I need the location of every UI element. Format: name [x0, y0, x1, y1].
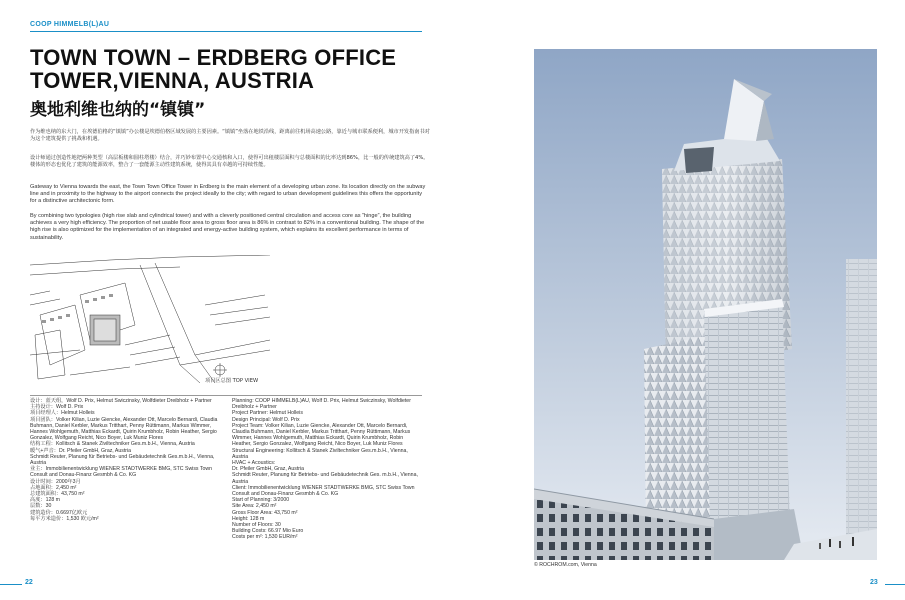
info-cn-row: 层数：30 — [30, 503, 52, 510]
info-cn-row: 设计时间：2000年3月 — [30, 478, 81, 485]
info-cn-row: 暖气+声音：Dr. Pfeiler GmbH, Graz, Austria — [30, 447, 132, 454]
info-en-row: Dr. Pfeiler GmbH, Graz, Austria — [232, 466, 305, 473]
info-en-row: Height: 128 m — [232, 515, 265, 522]
page-number-right: 23 — [870, 579, 878, 586]
info-en-row: Design Principal: Wolf D. Prix — [232, 416, 300, 423]
info-cn-row: Schmidt Reuter, Planung für Betriebs- und Gebäudetechnik Ges.m.b.H., Vienna, Austria — [30, 453, 215, 467]
info-cn-row: 建筑造价：0.6697亿欧元 — [30, 509, 88, 516]
info-en-row: Costs per m²: 1,530 EUR/m² — [232, 534, 298, 541]
page-header: COOP HIMMELB(L)AU — [30, 21, 110, 28]
info-cn-row: 总建筑面积：43,750 m² — [30, 491, 85, 498]
info-cn-row: 项目团队：Volker Kilian, Luzie Giencke, Alexander Ott, Marcelo Bernardi, Claudia Buhmann, Daniel Kerbler, Markus Tritthart, Penny Rüttimann, Markus Wimmer, Hannes Wohlgemuth, Matthias Eckardt, Quirin Krumbholz, Robin Heather, Sergio Gonzalez, Wolfgang Reicht, Nico Boyer, Luk Muniz Flores — [30, 416, 218, 442]
info-en-row: Number of Floors: 30 — [232, 522, 281, 529]
tower-photo — [534, 49, 877, 560]
info-cn-row: 设计：蓝天组，Wolf D. Prix, Helmut Swiczinsky, Wolfdieter Dreibholz + Partner — [30, 398, 212, 404]
intro-en-1: Gateway to Vienna towards the east, the Town Town Office Tower in Erdberg is the main element of a developing urban zone. Its location directly on the subway line and in proximity to the highway to the airport connects the project ideally to the city; with regard to urban development guidelines this offers the opportunity for a distinctive architectonic form. — [30, 184, 426, 205]
info-cn-row: 主持设计：Wolf D. Prix — [30, 404, 84, 411]
left-page — [0, 0, 452, 600]
info-en-row: Gross Floor Area: 43,750 m² — [232, 509, 298, 516]
info-cn-row: 占地面积：2,450 m² — [30, 484, 77, 491]
info-en-row: Schmidt Reuter, Planung für Betriebs- und Gebäudetechnik Ges. m.b.H., Vienna, Austria — [232, 472, 418, 485]
info-en-row: HVAC + Acoustics: — [232, 460, 276, 467]
info-cn-row: 项目经理人：Helmut Holleis — [30, 410, 95, 417]
info-en-row: Structural Engineering: Kollitsch & Stanek Ziviltechniker Ges.m.b.H., Vienna, Austria — [232, 447, 408, 460]
plan-caption: 项目区总图 TOP VIEW — [205, 378, 259, 384]
info-en-row: Start of Planning: 3/2000 — [232, 497, 290, 504]
site-plan-drawing — [30, 255, 270, 383]
info-cn-row: 高度：128 m — [30, 497, 60, 504]
info-cn-row: 每平方米造价：1,530 欧元/m² — [30, 515, 99, 522]
intro-cn-2: 设计师通过创造性地把两种类型（高层板楼和圆柱塔楼）结合，并巧妙布置中心交通核和入口，使得可出租楼层面积与总楼面积的比率达到86%，比一般的传统建筑高了4%。楼体的形态也优化了建筑的能源效率，整合了一套能源主动性建筑系统，使得其具有卓越的可持续性能。 — [30, 155, 429, 169]
info-en-row: Planning: COOP HIMMELB(L)AU, Wolf D. Prix, Helmut Swiczinsky, Wolfdieter Dreibholz + Partner — [232, 398, 411, 411]
photo-credit: © ROCHROM.com, Vienna — [534, 562, 597, 568]
info-en-row: Project Team: Volker Kilian, Luzie Giencke, Alexander Ott, Marcelo Bernardi, Claudia Buhmann, Daniel Kerbler, Markus Tritthart, Penny Rüttimann, Markus Wimmer, Hannes Wohlgemuth, Matthias Eckardt, Quirin Krumbholz, Robin Heather, Sergio Gonzalez, Wolfgang Reicht, Nico Boyer, Luk Muniz Flores — [232, 422, 411, 448]
page-title-cn: 奥地利维也纳的“镇镇” — [30, 100, 206, 120]
info-en-row: Client: Immobilienentwicklung WIENER STADTWERKE BMG, STC Swiss Town Consult and Donau-Finanz Gesmbh & Co. KG — [232, 484, 415, 498]
intro-en-2: By combining two typologies (high rise slab and cylindrical tower) and with a cleverly positioned central circulation and access core as “hinge”, the building achieves a very high efficiency. The proportion of net usable floor area to gross floor area is 86% in contrast to 82% in a conventional building. The shape of the high rise is also optimized for the implementation of an integrated and energy-active building system, which explains its excellent performance in terms of sustainability. — [30, 213, 425, 241]
right-page — [452, 0, 905, 600]
intro-cn-1: 作为维也纳的东大门，在埃德伯格的“镇镇”办公楼是埃德伯格区域发展的主要因素。“镇镇”坐落在地铁沿线，距离前往机场高速公路，靠近与城市联系便利，城市开发指南书对为这个建筑提供了挑战和机遇。 — [30, 129, 430, 143]
info-cn-row: 结构工程：Kollitsch & Stanek Ziviltechniker Ges.m.b.H., Vienna, Austria — [30, 441, 195, 448]
info-en-row: Building Costs: 66.97 Mio Euro — [232, 528, 304, 535]
info-column-cn — [30, 398, 220, 522]
page-number-rule — [885, 584, 905, 585]
info-cn-row: 业主：Immobilienentwicklung WIENER STADTWERKE BMG, STC Swiss Town Consult and Donau-Finanz Gesmbh & Co. KG — [30, 466, 212, 479]
info-en-row: Project Partner: Helmut Holleis — [232, 410, 303, 417]
page-number-left: 22 — [25, 579, 33, 586]
info-divider — [30, 395, 422, 396]
header-rule — [30, 31, 422, 32]
page-title: TOWN TOWN – ERDBERG OFFICE TOWER,VIENNA, AUSTRIA — [30, 45, 397, 93]
page-number-rule — [0, 584, 22, 585]
info-column-en — [232, 398, 422, 541]
info-en-row: Site Area: 2,450 m² — [232, 503, 277, 510]
